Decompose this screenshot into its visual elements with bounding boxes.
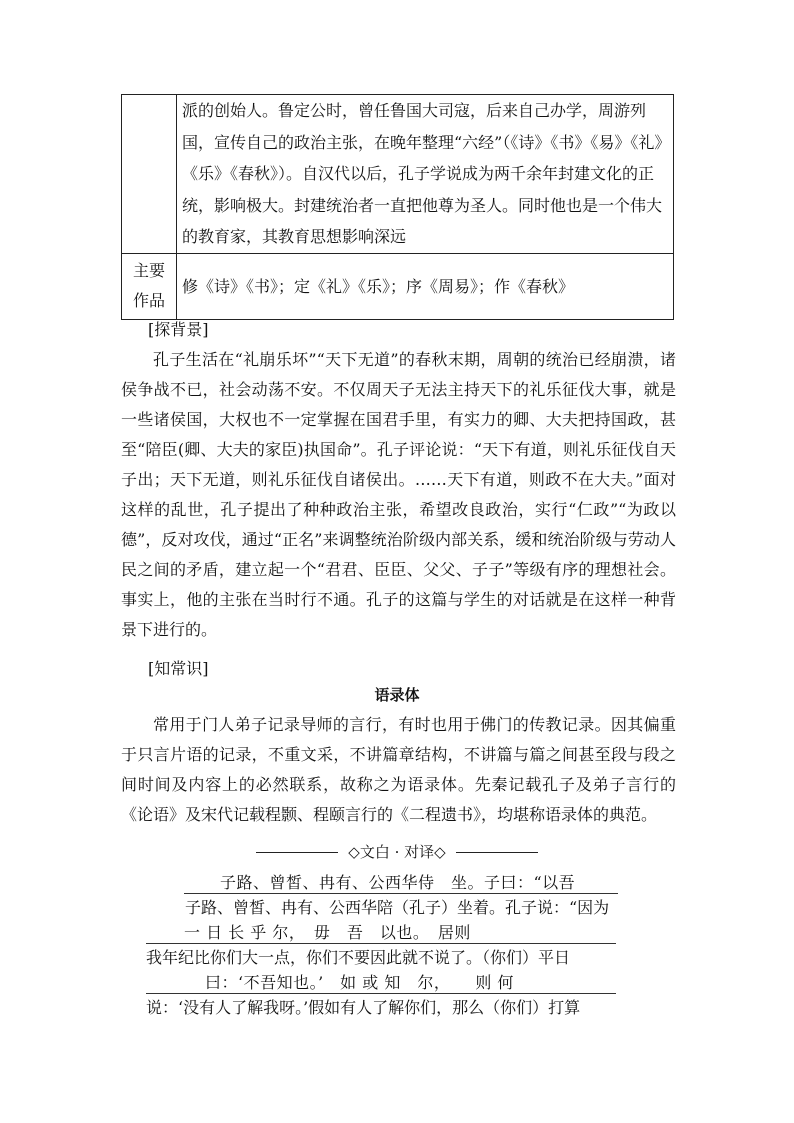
original-text-line: 子路、曾皙、冉有、公西华侍 坐。子曰：“以吾 <box>220 873 576 892</box>
label-line: 作品 <box>132 291 165 310</box>
underline <box>146 943 616 944</box>
knowledge-subtitle: 语录体 <box>374 686 420 704</box>
section-heading: ◇文白 · 对译◇ <box>348 843 446 861</box>
divider-line <box>456 852 538 853</box>
info-table <box>121 94 674 320</box>
original-text-line: 曰：‘不吾知也。’ 如 或 知 尔， 则 何 <box>205 973 514 992</box>
background-tag: [探背景] <box>148 320 209 339</box>
table-label-cell <box>122 95 177 254</box>
translation-text-line: 说：‘没有人了解我呀。’假如有人了解你们，那么（你们）打算 <box>146 998 581 1017</box>
translation-text-line: 子路、曾皙、冉有、公西华陪（孔子）坐着。孔子说：“因为 <box>185 898 610 917</box>
table-content-cell: 派的创始人。鲁定公时，曾任鲁国大司寇，后来自己办学，周游列国，宣传自己的政治主张，在晚年整理“六经”（《诗》《书》《易》《礼》《乐》《春秋》）。自汉代以后，孔子学说成为两千余年封建文化的正统，影响极大。封建统治者一直把他尊为圣人。同时他也是一个伟大的教育家，其教育思想影响深远 <box>177 95 674 254</box>
background-paragraph: 孔子生活在“礼崩乐坏”“天下无道”的春秋末期，周朝的统治已经崩溃，诸侯争战不已，社会动荡不安。不仅周天子无法主持天下的礼乐征伐大事，就是一些诸侯国，大权也不一定掌握在国君手里，有实力的卿、大夫把持国政，甚至“陪臣(卿、大夫的家臣)执国命”。孔子评论说：“天下有道，则礼乐征伐自天子出；天下无道，则礼乐征伐自诸侯出。……天下有道，则政不在大夫。”面对这样的乱世，孔子提出了种种政治主张，希望改良政治，实行“仁政”“为政以德”，反对攻伐，通过“正名”来调整统治阶级内部关系，缓和统治阶级与劳动人民之间的矛盾，建立起一个“君君、臣臣、父父、子子”等级有序的理想社会。事实上，他的主张在当时行不通。孔子的这篇与学生的对话就是在这样一种背景下进行的。 <box>121 350 676 639</box>
section-divider <box>256 845 538 859</box>
table-row <box>122 254 674 320</box>
underline <box>184 893 618 894</box>
label-line: 主要 <box>132 261 165 280</box>
table-row <box>122 95 674 254</box>
original-text-line: 一 日 长 乎 尔， 毋 吾 以也。 居则 <box>184 923 471 942</box>
table-label-cell <box>122 254 177 320</box>
knowledge-paragraph: 常用于门人弟子记录导师的言行，有时也用于佛门的传教记录。因其偏重于只言片语的记录，不重文采，不讲篇章结构，不讲篇与篇之间甚至段与段之间时间及内容上的必然联系，故称之为语录体。先秦记载孔子及弟子言行的《论语》及宋代记载程颢、程颐言行的《二程遗书》，均堪称语录体的典范。 <box>121 715 676 824</box>
knowledge-tag: [知常识] <box>148 659 209 678</box>
translation-text-line: 我年纪比你们大一点，你们不要因此就不说了。（你们）平日 <box>146 948 571 967</box>
table-content-cell: 修《诗》《书》；定《礼》《乐》；序《周易》；作《春秋》 <box>177 254 674 320</box>
underline <box>146 993 616 994</box>
